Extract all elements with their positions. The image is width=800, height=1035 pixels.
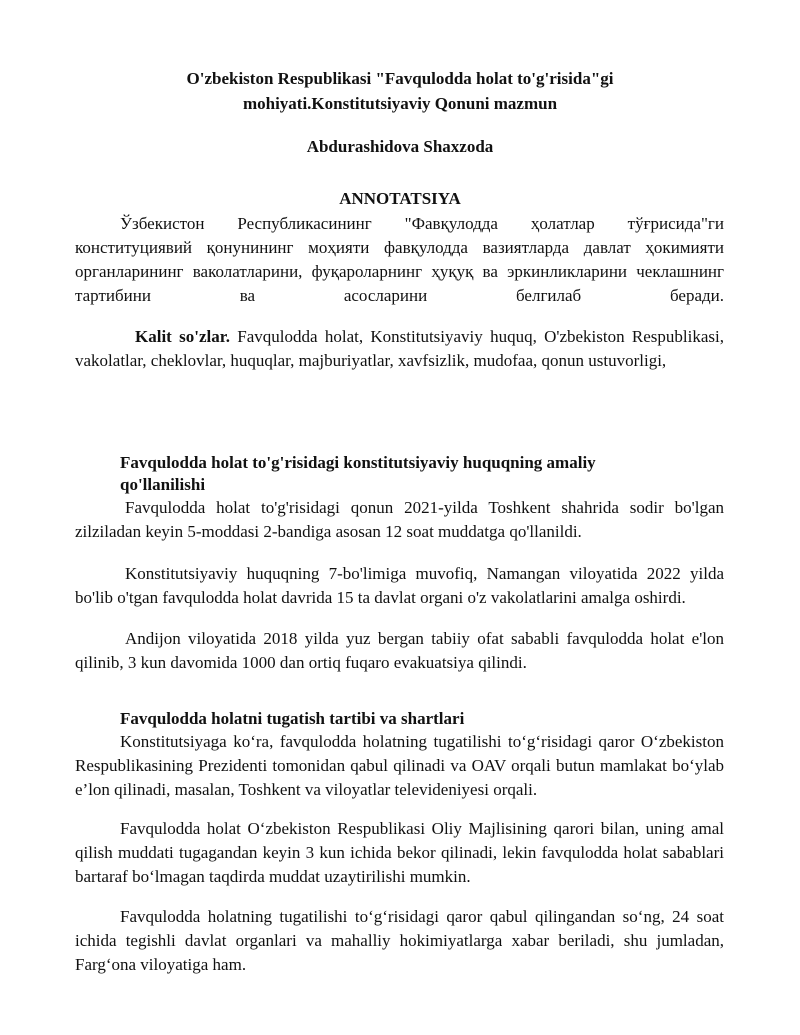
keywords-paragraph xyxy=(75,325,724,373)
section-2-paragraph: Favqulodda holatning tugatilishi to‘g‘risidagi qaror qabul qilingandan so‘ng, 24 soat ichida tegishli davlat organlari va mahalliy hokimiyatlarga xabar beriladi, shu jumladan, Farg‘ona viloyatiga ham. xyxy=(75,907,724,974)
section-2-paragraph: Favqulodda holat O‘zbekiston Respublikasi Oliy Majlisining qarori bilan, uning amal qilish muddati tugagandan keyin 3 kun ichida bekor qilinadi, lekin favqulodda holat sabablari bartaraf bo‘lmagan taqdirda muddat uzaytirilishi mumkin. xyxy=(75,819,724,886)
keywords-label: Kalit so'zlar. xyxy=(135,327,230,346)
section-1-heading: Favqulodda holat to'g'risidagi konstitutsiyaviy huquqning amaliy qo'llanilishi xyxy=(120,453,596,494)
annotation-heading: ANNOTATSIYA xyxy=(339,189,461,208)
document-title-line-2: mohiyati.Konstitutsiyaviy Qonuni mazmun xyxy=(242,94,558,113)
author-name: Abdurashidova Shaxzoda xyxy=(306,137,494,156)
annotation-text: Ўзбекистон Республикасининг "Фавқулодда ҳолатлар тўғрисида"ги конституциявий қонунининг моҳияти фавқулодда вазиятларда давлат ҳокимияти органларининг ваколатларини, фуқароларнинг ҳуқуқ ва эркинликларини чеклашнинг тартибини ва асосларини белгилаб беради. xyxy=(75,214,724,305)
section-1-paragraph: Favqulodda holat to'g'risidagi qonun 2021-yilda Toshkent shahrida sodir bo'lgan zilziladan keyin 5-moddasi 2-bandiga asosan 12 soat muddatga qo'llanildi. xyxy=(75,498,724,541)
section-2-paragraph: Konstitutsiyaga ko‘ra, favqulodda holatning tugatilishi to‘g‘risidagi qaror O‘zbekiston Respublikasining Prezidenti tomonidan qabul qilinadi va OAV orqali butun mamlakat bo‘ylab e’lon qilinadi, masalan, Toshkent va viloyatlar televideniyesi orqali. xyxy=(75,732,724,799)
section-1-paragraph: Andijon viloyatida 2018 yilda yuz bergan tabiiy ofat sababli favqulodda holat e'lon qilinib, 3 kun davomida 1000 dan ortiq fuqaro evakuatsiya qilindi. xyxy=(75,629,724,672)
keywords-text: Favqulodda holat, Konstitutsiyaviy huquq, O'zbekiston Respublikasi, vakolatlar, cheklovlar, huquqlar, majburiyatlar, xavfsizlik, mudofaa, qonun ustuvorligi, xyxy=(75,327,724,370)
section-2-heading: Favqulodda holatni tugatish tartibi va shartlari xyxy=(120,709,465,728)
document-title-line-1: O'zbekiston Respublikasi "Favqulodda holat to'g'risida"gi xyxy=(186,69,614,88)
section-1-paragraph: Konstitutsiyaviy huquqning 7-bo'limiga muvofiq, Namangan viloyatida 2022 yilda bo'lib o'tgan favqulodda holat davrida 15 ta davlat organi o'z vakolatlarini amalga oshirdi. xyxy=(75,564,724,607)
